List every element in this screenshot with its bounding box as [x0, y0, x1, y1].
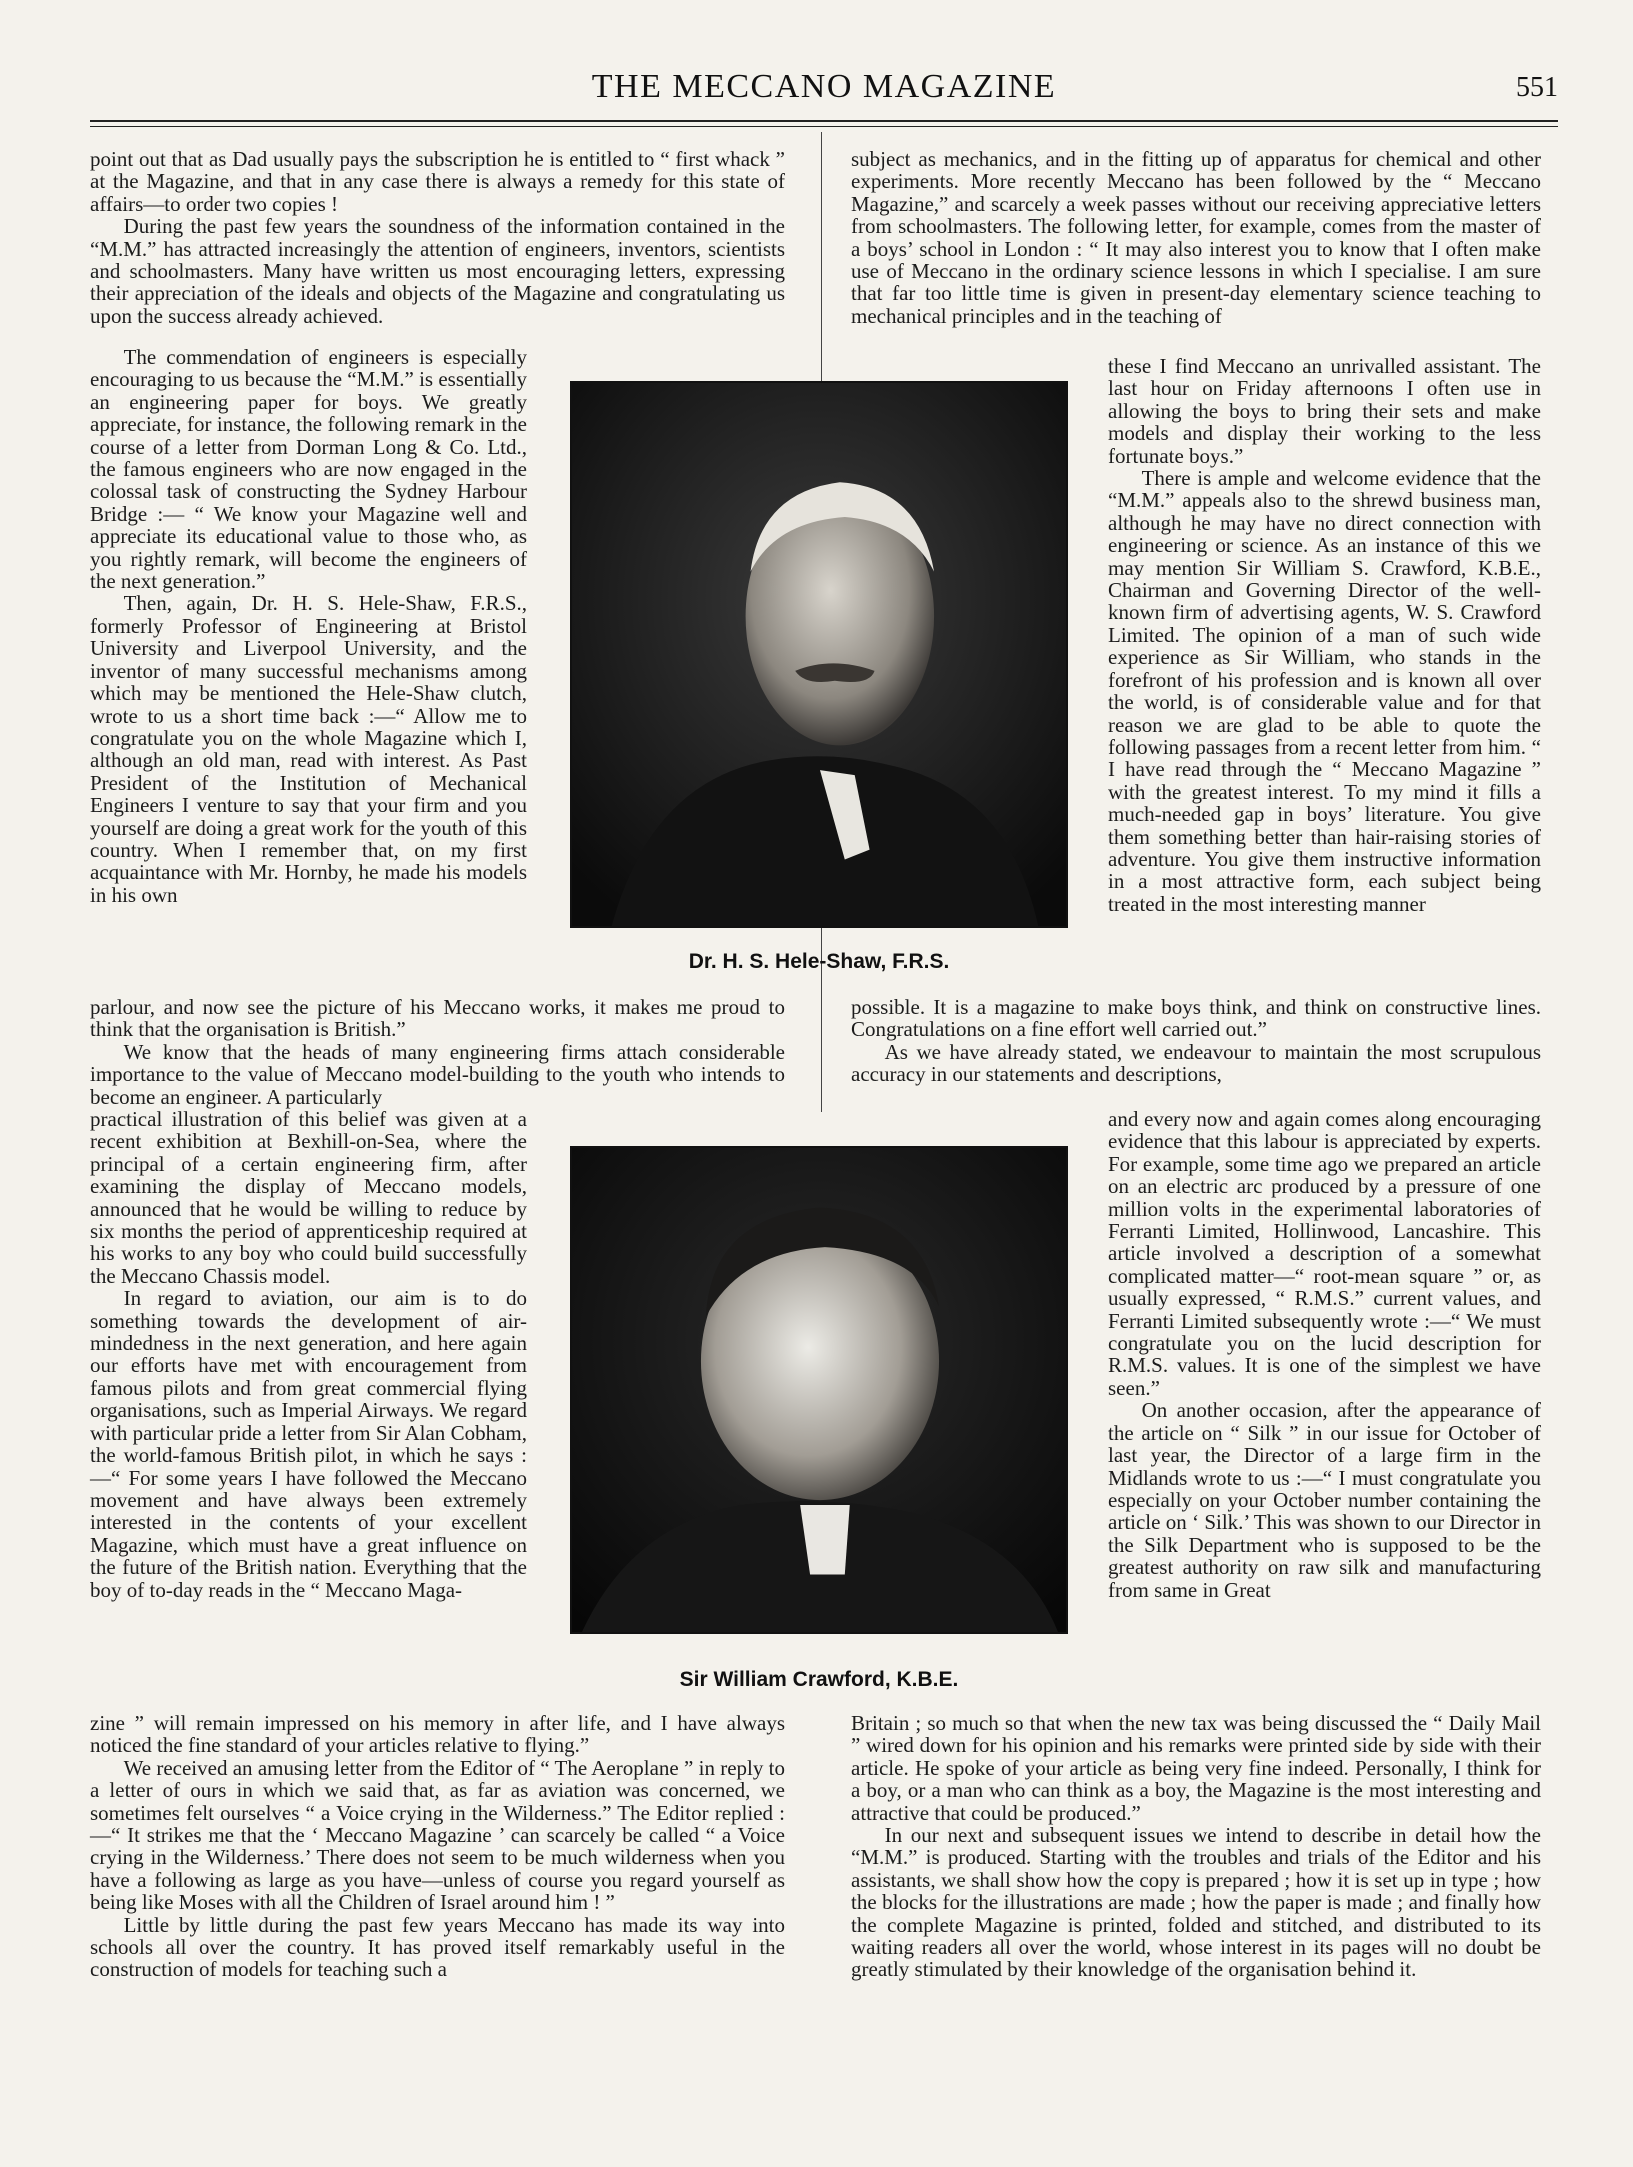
paragraph: these I find Meccano an unrivalled assistant. The last hour on Friday afternoons I often use in allowing the boys to bring their sets and make models and display their working to the less fortunate boys.”: [1108, 354, 1541, 468]
right-column-bottom: [851, 1712, 1541, 1981]
paragraph: Little by little during the past few years Meccano has made its way into schools all over the country. It has proved itself remarkably useful in the construction of models for teaching such a: [90, 1912, 785, 1982]
portrait-photo-crawford: [570, 1146, 1068, 1634]
page-number: 551: [1516, 72, 1558, 103]
paragraph: As we have already stated, we endeavour to maintain the most scrupulous accuracy in our statements and descriptions,: [851, 1039, 1541, 1087]
right-column-top: [851, 148, 1541, 327]
paragraph: and every now and again comes along encouraging evidence that this labour is appreciated by experts. For example, some time ago we prepared an article on an electric arc produced by a pressure of one million volts in the experimental laboratories of Ferranti Limited, Hollinwood, Lancashire. This article involved a description of a somewhat complicated matter—“ root-mean square ” or, as usually expressed, “ R.M.S.” current values, and Ferranti Limited subsequently wrote :—“ We must congratulate you on the lucid description for R.M.S. values. It is one of the simplest we have seen.”: [1108, 1107, 1541, 1400]
left-column-beside-photo-2: [90, 1108, 527, 1601]
paragraph: point out that as Dad usually pays the subscription he is entitled to “ first whack ” at the Magazine, and that in any case there is always a remedy for this state of affairs—to order two copies !: [90, 147, 785, 216]
right-column-beside-photo-2: [1108, 1108, 1541, 1601]
portrait-photo-hele-shaw: [570, 381, 1068, 928]
page-header: [90, 68, 1558, 128]
portrait-image: [572, 1148, 1066, 1632]
paragraph: There is ample and welcome evidence that the “M.M.” appeals also to the shrewd business man, although he may have no direct connection with engineering or science. As an instance of this we may mention Sir William S. Crawford, K.B.E., Chairman and Governing Director of the well-known firm of advertising agents, W. S. Crawford Limited. The opinion of a man of such wide experience as Sir William, who stands in the forefront of his profession and is known all over the world, is of considerable value and for that reason we are glad to be able to quote the following passages from a recent letter from him. “ I have read through the “ Meccano Magazine ” with the greatest interest. To my mind it fills a much-needed gap in boys’ literature. You give them something better than hair-raising stories of adventure. You give them instructive information in a most attractive form, each subject being treated in the most interesting manner: [1108, 466, 1541, 916]
paragraph: During the past few years the soundness of the information contained in the “M.M.” has attracted increasingly the attention of engineers, inventors, scientists and schoolmasters. Many have written us most encouraging letters, expressing their appreciation of the ideals and objects of the Magazine and congratulating us upon the success already achieved.: [90, 214, 785, 328]
paragraph: parlour, and now see the picture of his Meccano works, it makes me proud to think that the organisation is British.”: [90, 995, 785, 1042]
left-column-middle: [90, 996, 785, 1108]
figure-caption: Dr. H. S. Hele-Shaw, F.R.S.: [688, 950, 950, 973]
paragraph: The commendation of engineers is especially encouraging to us because the “M.M.” is essentially an engineering paper for boys. We greatly appreciate, for instance, the following remark in the course of a letter from Dorman Long & Co. Ltd., the famous engineers who are now engaged in the colossal task of constructing the Sydney Harbour Bridge :— “ We know your Magazine well and appreciate its educational value to those who, as you rightly remark, will become the engineers of the next generation.”: [90, 345, 527, 594]
paragraph: Britain ; so much so that when the new tax was being discussed the “ Daily Mail ” wired down for his opinion and his remarks were printed side by side with their article. He spoke of your article as being very fine indeed. Personally, I think for a boy, or a man who can think as a boy, the Magazine is the most interesting and attractive that could be produced.”: [851, 1711, 1541, 1825]
right-column-beside-photo-1: [1108, 355, 1541, 915]
header-rule-thin: [90, 126, 1558, 127]
figure-caption: Sir William Crawford, K.B.E.: [679, 1668, 959, 1691]
paragraph: practical illustration of this belief was given at a recent exhibition at Bexhill-on-Sea, where the principal of a certain engineering firm, after examining the display of Meccano models, announced that he would be willing to reduce by six months the period of apprenticeship required at his works to any boy who could build successfully the Meccano Chassis model.: [90, 1107, 527, 1288]
left-column-top: [90, 148, 785, 327]
paragraph: In regard to aviation, our aim is to do something towards the development of air-mindedness in the next generation, and here again our efforts have met with encouragement from famous pilots and from great commercial flying organisations, such as Imperial Airways. We regard with particular pride a letter from Sir Alan Cobham, the world-famous British pilot, in which he says :—“ For some years I have followed the Meccano movement and have always been extremely interested in the contents of your excellent Magazine, which must have a great influence on the future of the British nation. Everything that the boy of to-day reads in the “ Meccano Maga-: [90, 1286, 527, 1602]
paragraph: We know that the heads of many engineering firms attach considerable importance to the value of Meccano model-building to the youth who intends to become an engineer. A particularly: [90, 1039, 785, 1109]
paragraph: We received an amusing letter from the Editor of “ The Aeroplane ” in reply to a letter of ours in which we said that, as far as aviation was concerned, we sometimes felt ourselves “ a Voice crying in the Wilderness.” The Editor replied :—“ It strikes me that the ‘ Meccano Magazine ’ can scarcely be called “ a Voice crying in the Wilderness.’ There does not seem to be much wilderness when you have a following as large as you have—unless of course you regard yourself as being like Moses with all the Children of Israel around him ! ”: [90, 1755, 785, 1915]
masthead-title: THE MECCANO MAGAZINE: [591, 68, 1057, 105]
paragraph: possible. It is a magazine to make boys think, and think on constructive lines. Congratulations on a fine effort well carried out.”: [851, 995, 1541, 1042]
left-column-beside-photo-1: [90, 346, 527, 906]
paragraph: Then, again, Dr. H. S. Hele-Shaw, F.R.S., formerly Professor of Engineering at Bristol University and Liverpool University, and the inventor of many successful mechanisms among which may be mentioned the Hele-Shaw clutch, wrote to us a short time back :—“ Allow me to congratulate you on the whole Magazine which I, although an old man, read with interest. As Past President of the Institution of Mechanical Engineers I venture to say that your firm and you yourself are doing a great work for the youth of this country. When I remember that, on my first acquaintance with Mr. Hornby, he made his models in his own: [90, 591, 527, 907]
header-rule: [90, 120, 1558, 122]
right-column-middle: [851, 996, 1541, 1086]
left-column-bottom: [90, 1712, 785, 1981]
portrait-image: [572, 383, 1066, 926]
paragraph: On another occasion, after the appearance of the article on “ Silk ” in our issue for October of last year, the Director of a large firm in the Midlands wrote to us :—“ I must congratulate you especially on your October number containing the article on ‘ Silk.’ This was shown to our Director in the Silk Department who is supposed to be the greatest authority on raw silk and manufacturing from same in Great: [1108, 1398, 1541, 1602]
paragraph: zine ” will remain impressed on his memory in after life, and I have always noticed the fine standard of your articles relative to flying.”: [90, 1711, 785, 1758]
paragraph: subject as mechanics, and in the fitting up of apparatus for chemical and other experiments. More recently Meccano has been followed by the “ Meccano Magazine,” and scarcely a week passes without our receiving appreciative letters from schoolmasters. The following letter, for example, comes from the master of a boys’ school in London : “ It may also interest you to know that I often make use of Meccano in the ordinary science lessons in which I specialise. I am sure that far too little time is given in present-day elementary science teaching to mechanical principles and in the teaching of: [851, 147, 1541, 328]
paragraph: In our next and subsequent issues we intend to describe in detail how the “M.M.” is produced. Starting with the troubles and trials of the Editor and his assistants, we shall show how the copy is prepared ; how it is set up in type ; how the blocks for the illustrations are made ; how the paper is made ; and finally how the complete Magazine is printed, folded and stitched, and distributed to its waiting readers all over the world, whose interest in its pages will no doubt be greatly stimulated by their knowledge of the organisation behind it.: [851, 1823, 1541, 1982]
